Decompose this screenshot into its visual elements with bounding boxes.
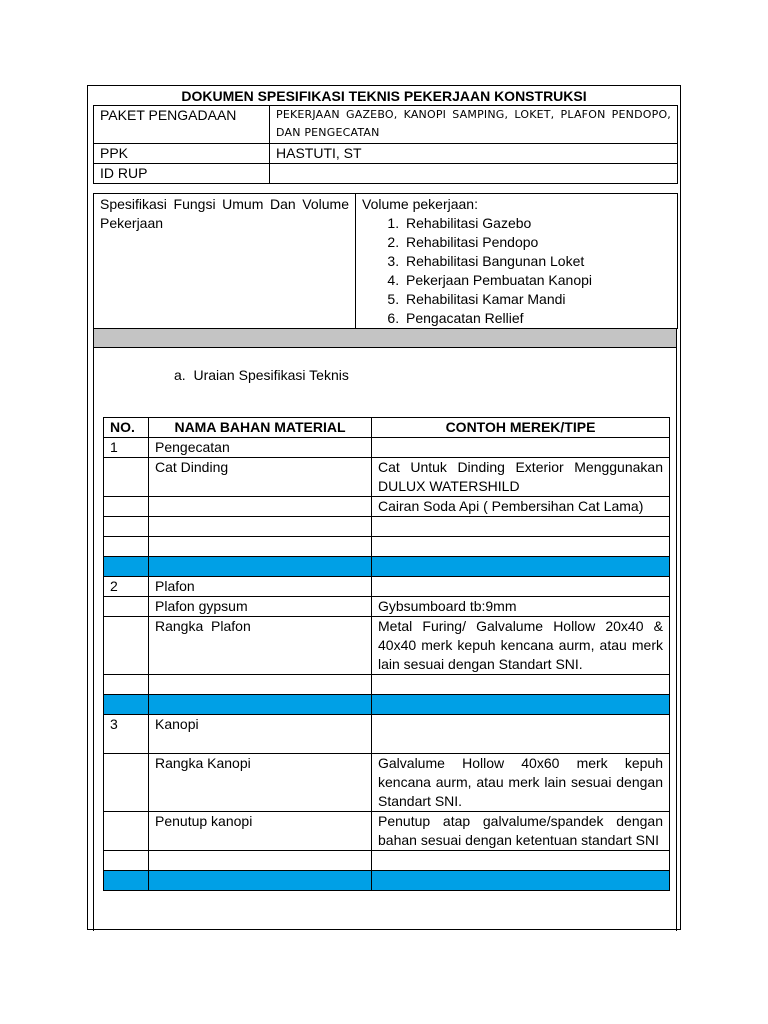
table-row <box>104 851 670 871</box>
spec-table <box>93 193 678 329</box>
cell-material: Pengecatan <box>149 438 372 458</box>
material-table <box>103 417 670 891</box>
cell-material: Cat Dinding <box>149 458 372 497</box>
table-row <box>104 675 670 695</box>
cell-no: 2 <box>104 577 149 597</box>
table-row <box>104 458 670 497</box>
table-row <box>104 715 670 754</box>
idrup-label: ID RUP <box>94 164 270 184</box>
cell-material <box>149 851 372 871</box>
paket-label: PAKET PENGADAAN <box>94 106 270 144</box>
cell-no <box>104 851 149 871</box>
header-row-paket <box>94 106 678 144</box>
volume-heading: Volume pekerjaan: <box>362 196 478 212</box>
cell-no <box>104 537 149 557</box>
section-separator-row <box>104 557 670 577</box>
paket-value: PEKERJAAN GAZEBO, KANOPI SAMPING, LOKET, PLAFON PENDOPO, DAN PENGECATAN <box>270 106 678 144</box>
volume-item: 5. Rehabilitasi Kamar Mandi <box>403 290 671 309</box>
cell-material <box>149 497 372 517</box>
cell-material: Rangka Plafon <box>149 617 372 675</box>
col-header-brand: CONTOH MEREK/TIPE <box>372 418 670 438</box>
cell-brand: Cairan Soda Api ( Pembersihan Cat Lama) <box>372 497 670 517</box>
uraian-marker: a. <box>174 367 186 383</box>
cell-no <box>104 675 149 695</box>
cell-brand <box>372 851 670 871</box>
document-frame <box>87 85 681 930</box>
cell-material: Kanopi <box>149 715 372 754</box>
cell-material <box>149 675 372 695</box>
uraian-title: Uraian Spesifikasi Teknis <box>193 367 349 383</box>
table-row <box>104 517 670 537</box>
table-row <box>104 754 670 812</box>
cell-material <box>149 517 372 537</box>
volume-item: 1. Rehabilitasi Gazebo <box>403 214 671 233</box>
section-separator-row <box>104 871 670 891</box>
cell-no <box>104 812 149 851</box>
cell-brand <box>372 438 670 458</box>
cell-no <box>104 597 149 617</box>
cell-brand: Gybsumboard tb:9mm <box>372 597 670 617</box>
material-header-row <box>104 418 670 438</box>
cell-brand <box>372 517 670 537</box>
cell-no <box>104 458 149 497</box>
cell-material: Penutup kanopi <box>149 812 372 851</box>
header-table <box>93 105 678 184</box>
table-row <box>104 497 670 517</box>
header-row-idrup <box>94 164 678 184</box>
cell-no <box>104 754 149 812</box>
table-row <box>104 577 670 597</box>
cell-brand <box>372 715 670 754</box>
cell-brand <box>372 675 670 695</box>
table-row <box>104 537 670 557</box>
cell-no: 1 <box>104 438 149 458</box>
cell-brand: Penutup atap galvalume/spandek dengan bahan sesuai dengan ketentuan standart SNI <box>372 812 670 851</box>
volume-item: 4. Pekerjaan Pembuatan Kanopi <box>403 271 671 290</box>
idrup-value <box>270 164 678 184</box>
table-row <box>104 812 670 851</box>
cell-brand <box>372 537 670 557</box>
grey-divider <box>93 328 677 348</box>
cell-brand <box>372 577 670 597</box>
cell-no: 3 <box>104 715 149 754</box>
document-title: DOKUMEN SPESIFIKASI TEKNIS PEKERJAAN KONSTRUKSI <box>181 88 587 104</box>
col-header-no: NO. <box>104 418 149 438</box>
cell-no <box>104 497 149 517</box>
uraian-heading <box>174 367 349 383</box>
cell-brand: Cat Untuk Dinding Exterior Menggunakan DULUX WATERSHILD <box>372 458 670 497</box>
volume-item: 2. Rehabilitasi Pendopo <box>403 233 671 252</box>
volume-item: 3. Rehabilitasi Bangunan Loket <box>403 252 671 271</box>
cell-material: Plafon <box>149 577 372 597</box>
cell-brand: Galvalume Hollow 40x60 merk kepuh kencana aurm, atau merk lain sesuai dengan Standart SNI. <box>372 754 670 812</box>
cell-material: Rangka Kanopi <box>149 754 372 812</box>
volume-list <box>362 214 671 328</box>
cell-no <box>104 617 149 675</box>
table-row <box>104 617 670 675</box>
col-header-material: NAMA BAHAN MATERIAL <box>149 418 372 438</box>
ppk-label: PPK <box>94 144 270 164</box>
table-row <box>104 438 670 458</box>
cell-brand: Metal Furing/ Galvalume Hollow 20x40 & 40x40 merk kepuh kencana aurm, atau merk lain sesuai dengan Standart SNI. <box>372 617 670 675</box>
cell-no <box>104 517 149 537</box>
section-separator-row <box>104 695 670 715</box>
spec-function-label: Spesifikasi Fungsi Umum Dan Volume Pekerjaan <box>94 194 356 329</box>
uraian-section <box>93 347 677 931</box>
cell-material <box>149 537 372 557</box>
header-row-ppk <box>94 144 678 164</box>
ppk-value: HASTUTI, ST <box>270 144 678 164</box>
table-row <box>104 597 670 617</box>
volume-item: 6. Pengacatan Rellief <box>403 309 671 328</box>
cell-material: Plafon gypsum <box>149 597 372 617</box>
